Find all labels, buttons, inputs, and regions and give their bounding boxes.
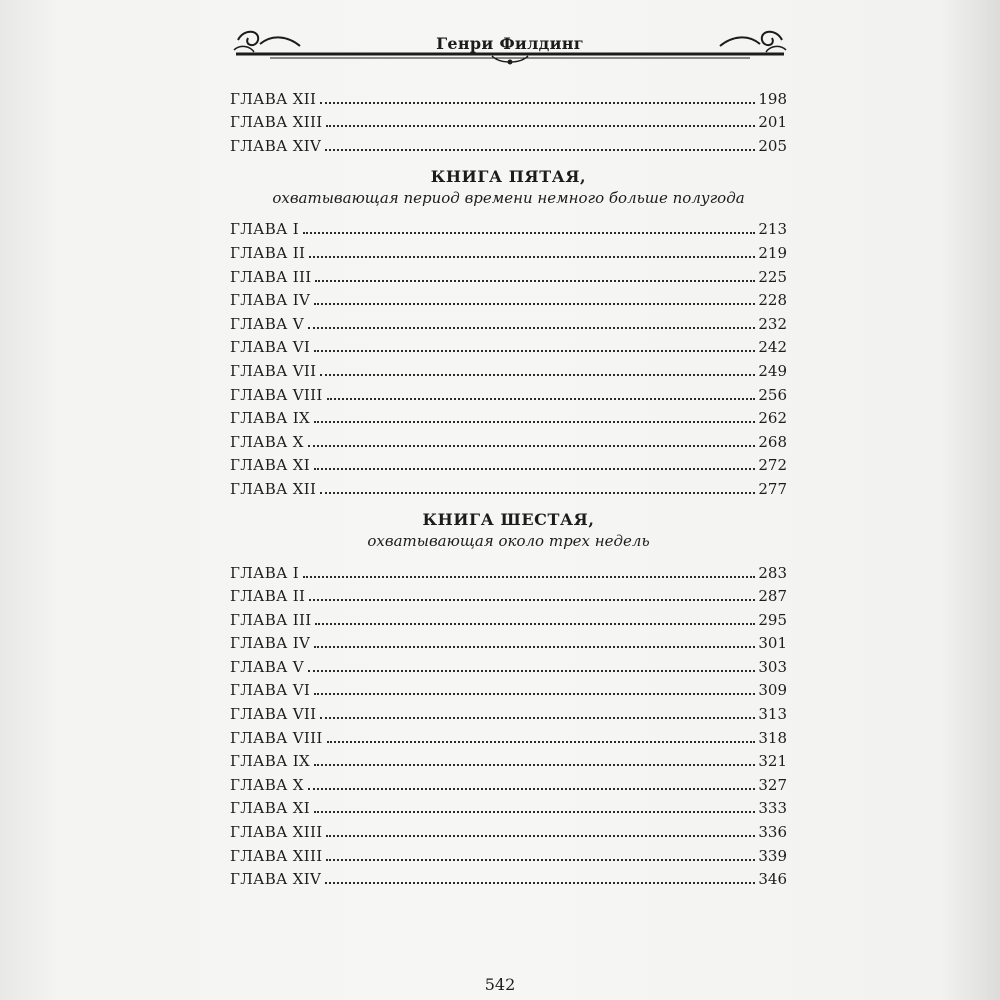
toc-entry — [230, 676, 787, 700]
toc-entry — [230, 404, 787, 428]
chapter-page-number: 213 — [758, 220, 787, 239]
chapter-page-number: 309 — [758, 681, 787, 700]
chapter-page-number: 277 — [758, 479, 787, 498]
chapter-label: ГЛАВА II — [230, 243, 306, 262]
toc-entry — [230, 629, 787, 653]
dot-leader — [314, 811, 755, 813]
dot-leader — [308, 670, 755, 672]
toc-entry — [230, 652, 787, 676]
chapter-label: ГЛАВА XIV — [230, 870, 322, 889]
dot-leader — [309, 599, 755, 601]
chapter-page-number: 336 — [758, 823, 787, 842]
dot-leader — [326, 859, 755, 861]
toc-entry — [230, 841, 787, 865]
book-subtitle: охватывающая период времени немного больше полугода — [272, 188, 745, 207]
chapter-page-number: 327 — [758, 775, 787, 794]
toc-entry — [230, 770, 787, 794]
dot-leader — [308, 788, 756, 790]
toc-entry — [230, 309, 787, 333]
chapter-label: ГЛАВА XIII — [230, 846, 323, 865]
dot-leader — [325, 882, 755, 884]
dot-leader — [314, 303, 755, 305]
toc-entry — [230, 794, 787, 818]
toc-entry — [230, 474, 787, 498]
page-number: 542 — [484, 975, 516, 994]
table-of-contents — [230, 84, 787, 888]
dot-leader — [308, 327, 755, 329]
chapter-label: ГЛАВА I — [230, 220, 299, 239]
chapter-page-number: 333 — [758, 799, 787, 818]
chapter-label: ГЛАВА VI — [230, 681, 311, 700]
toc-entry — [230, 451, 787, 475]
chapter-label: ГЛАВА XII — [230, 89, 317, 108]
chapter-label: ГЛАВА XII — [230, 479, 317, 498]
toc-entry — [230, 558, 787, 582]
chapter-label: ГЛАВА XI — [230, 456, 310, 475]
toc-entry — [230, 747, 787, 771]
dot-leader — [314, 350, 755, 352]
running-header — [230, 18, 790, 68]
chapter-page-number: 242 — [758, 338, 787, 357]
chapter-label: ГЛАВА XIII — [230, 823, 323, 842]
chapter-label: ГЛАВА IX — [230, 409, 310, 428]
chapter-page-number: 303 — [758, 657, 787, 676]
toc-entry — [230, 84, 787, 108]
dot-leader — [327, 398, 756, 400]
dot-leader — [325, 149, 755, 151]
dot-leader — [314, 421, 755, 423]
header-title: Генри Филдинг — [436, 34, 584, 53]
chapter-page-number: 339 — [758, 846, 787, 865]
chapter-label: ГЛАВА XIV — [230, 136, 322, 155]
dot-leader — [315, 623, 755, 625]
chapter-label: ГЛАВА VII — [230, 705, 317, 724]
toc-entry — [230, 380, 787, 404]
chapter-page-number: 262 — [758, 409, 787, 428]
chapter-page-number: 346 — [758, 870, 787, 889]
toc-entry — [230, 215, 787, 239]
book-title: КНИГА ШЕСТАЯ, — [422, 509, 595, 529]
chapter-page-number: 301 — [758, 634, 787, 653]
dot-leader — [314, 468, 755, 470]
chapter-label: ГЛАВА X — [230, 775, 304, 794]
toc-entry — [230, 605, 787, 629]
chapter-page-number: 272 — [758, 456, 787, 475]
dot-leader — [315, 280, 755, 282]
toc-entry — [230, 108, 787, 132]
chapter-page-number: 219 — [758, 243, 787, 262]
toc-entry — [230, 865, 787, 889]
toc-entry — [230, 286, 787, 310]
toc-entry — [230, 356, 787, 380]
chapter-label: ГЛАВА IV — [230, 291, 311, 310]
dot-leader — [314, 693, 755, 695]
chapter-label: ГЛАВА VIII — [230, 385, 323, 404]
chapter-page-number: 228 — [758, 291, 787, 310]
chapter-label: ГЛАВА VIII — [230, 728, 323, 747]
chapter-label: ГЛАВА VII — [230, 361, 317, 380]
dot-leader — [320, 374, 755, 376]
chapter-page-number: 268 — [758, 432, 787, 451]
dot-leader — [320, 102, 755, 104]
dot-leader — [303, 232, 755, 234]
chapter-page-number: 201 — [758, 113, 787, 132]
chapter-page-number: 205 — [758, 136, 787, 155]
chapter-page-number: 295 — [758, 610, 787, 629]
chapter-page-number: 198 — [758, 89, 787, 108]
book-subtitle: охватывающая около трех недель — [367, 531, 650, 550]
chapter-label: ГЛАВА V — [230, 314, 304, 333]
dot-leader — [320, 717, 755, 719]
dot-leader — [327, 741, 756, 743]
toc-entry — [230, 817, 787, 841]
toc-entry — [230, 723, 787, 747]
dot-leader — [309, 256, 755, 258]
chapter-page-number: 232 — [758, 314, 787, 333]
chapter-label: ГЛАВА I — [230, 563, 299, 582]
toc-entry — [230, 238, 787, 262]
chapter-label: ГЛАВА V — [230, 657, 304, 676]
toc-entry — [230, 333, 787, 357]
dot-leader — [303, 576, 755, 578]
chapter-page-number: 318 — [758, 728, 787, 747]
chapter-page-number: 287 — [758, 587, 787, 606]
toc-entry — [230, 131, 787, 155]
dot-leader — [326, 125, 755, 127]
dot-leader — [320, 492, 755, 494]
chapter-page-number: 249 — [758, 361, 787, 380]
toc-entry — [230, 427, 787, 451]
chapter-label: ГЛАВА VI — [230, 338, 311, 357]
chapter-page-number: 225 — [758, 267, 787, 286]
dot-leader — [314, 764, 755, 766]
chapter-label: ГЛАВА X — [230, 432, 304, 451]
chapter-page-number: 313 — [758, 705, 787, 724]
dot-leader — [326, 835, 755, 837]
dot-leader — [314, 646, 755, 648]
dot-leader — [308, 445, 756, 447]
chapter-label: ГЛАВА XIII — [230, 113, 323, 132]
chapter-page-number: 321 — [758, 752, 787, 771]
chapter-label: ГЛАВА XI — [230, 799, 310, 818]
chapter-page-number: 283 — [758, 563, 787, 582]
chapter-label: ГЛАВА II — [230, 587, 306, 606]
toc-entry — [230, 262, 787, 286]
toc-entry — [230, 582, 787, 606]
chapter-label: ГЛАВА III — [230, 267, 312, 286]
toc-entry — [230, 699, 787, 723]
chapter-label: ГЛАВА III — [230, 610, 312, 629]
book-title: КНИГА ПЯТАЯ, — [430, 166, 587, 186]
chapter-label: ГЛАВА IX — [230, 752, 310, 771]
chapter-page-number: 256 — [758, 385, 787, 404]
chapter-label: ГЛАВА IV — [230, 634, 311, 653]
